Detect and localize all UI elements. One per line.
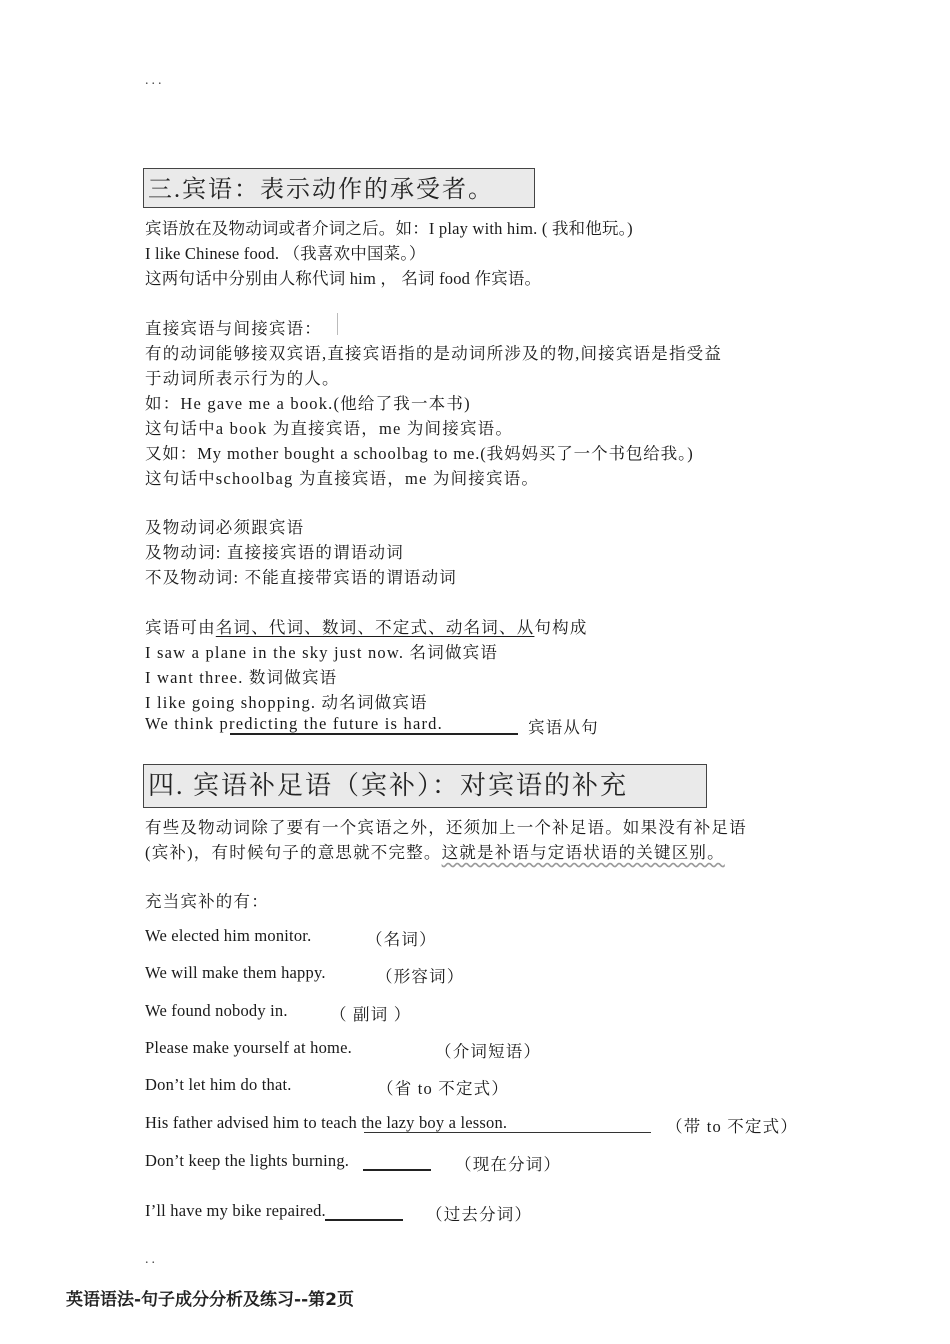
clause-underline	[230, 733, 518, 735]
form-example2: I want three. 数词做宾语	[145, 668, 338, 687]
example1: 如：He gave me a book.(他给了我一本书)	[145, 394, 471, 413]
object-forms-suffix: 句构成	[534, 618, 588, 637]
complement-note-3: （ 副词 ）	[330, 1005, 412, 1024]
example7-underline	[363, 1169, 431, 1171]
s4-p2-key-difference: 这就是补语与定语状语的关键区别。	[441, 843, 725, 862]
complement-note-8: （过去分词）	[426, 1205, 533, 1224]
complement-note-5: （省 to 不定式）	[377, 1079, 510, 1098]
complement-example-2: We will make them happy.	[145, 963, 326, 982]
s3-line1: 宾语放在及物动词或者介词之后。如：I play with him. ( 我和他玩。)	[145, 219, 633, 238]
form-example4-prefix: We think	[145, 714, 220, 733]
form-example3: I like going shopping. 动名词做宾语	[145, 693, 428, 712]
form-example4	[145, 714, 443, 734]
example1-note: 这句话中a book 为直接宾语，me 为间接宾语。	[145, 419, 514, 438]
bottom-dots: ..	[145, 1252, 158, 1267]
vt-line2: 及物动词: 直接接宾语的谓语动词	[145, 543, 404, 562]
complement-example-7: Don’t keep the lights burning.	[145, 1151, 350, 1170]
top-dots: ...	[145, 73, 165, 88]
example8-underline	[325, 1219, 403, 1221]
object-forms-underlined: 名词、代词、数词、不定式、动名词、从	[215, 618, 535, 637]
complement-example-8: I’ll have my bike repaired.	[145, 1201, 326, 1220]
direct-p2: 于动词所表示行为的人。	[145, 369, 340, 388]
complement-note-2: （形容词）	[376, 967, 465, 986]
complement-note-7: （现在分词）	[455, 1155, 562, 1174]
form-example4-note: 宾语从句	[528, 718, 599, 737]
page-footer: 英语语法-句子成分分析及练习--第2页	[66, 1290, 354, 1310]
complement-note-6: （带 to 不定式）	[666, 1117, 799, 1136]
complement-note-4: （介词短语）	[435, 1042, 542, 1061]
complement-note-1: （名词）	[366, 930, 437, 949]
object-forms-line	[145, 614, 588, 638]
s3-line3: 这两句话中分别由人称代词 him ， 名词 food 作宾语。	[145, 269, 542, 288]
complement-example-5: Don’t let him do that.	[145, 1075, 292, 1094]
section3-heading: 三.宾语：表示动作的承受者。	[148, 177, 494, 203]
example6-underline	[364, 1132, 651, 1133]
complement-example-3: We found nobody in.	[145, 1001, 288, 1020]
s4-p2	[145, 839, 725, 863]
example2: 又如：My mother bought a schoolbag to me.(我妈妈买了一个书包给我。)	[145, 444, 694, 463]
vt-line3: 不及物动词: 不能直接带宾语的谓语动词	[145, 568, 458, 587]
section4-heading: 四. 宾语补足语（宾补）：对宾语的补充	[148, 771, 629, 800]
form-example1: I saw a plane in the sky just now. 名词做宾语	[145, 643, 499, 662]
s3-line2: I like Chinese food. （我喜欢中国菜。）	[145, 244, 426, 263]
vt-line1: 及物动词必须跟宾语	[145, 518, 305, 537]
s4-p1: 有些及物动词除了要有一个宾语之外，还须加上一个补足语。如果没有补足语	[145, 818, 747, 837]
complement-example-1: We elected him monitor.	[145, 926, 312, 945]
object-forms-prefix: 宾语可由	[145, 618, 216, 637]
example2-note: 这句话中schoolbag 为直接宾语，me 为间接宾语。	[145, 469, 540, 488]
direct-indirect-title: 直接宾语与间接宾语：	[145, 319, 322, 338]
direct-p1: 有的动词能够接双宾语,直接宾语指的是动词所涉及的物,间接宾语是指受益	[145, 344, 723, 363]
complement-example-6: His father advised him to teach the lazy boy a lesson.	[145, 1113, 508, 1132]
form-example4-clause: predicting the future is hard.	[219, 714, 443, 733]
complement-example-4: Please make yourself at home.	[145, 1038, 352, 1057]
s4-p2-prefix: (宾补)，有时候句子的意思就不完整。	[145, 843, 442, 862]
cursor-mark	[337, 313, 338, 335]
complement-list-title: 充当宾补的有：	[145, 892, 269, 911]
